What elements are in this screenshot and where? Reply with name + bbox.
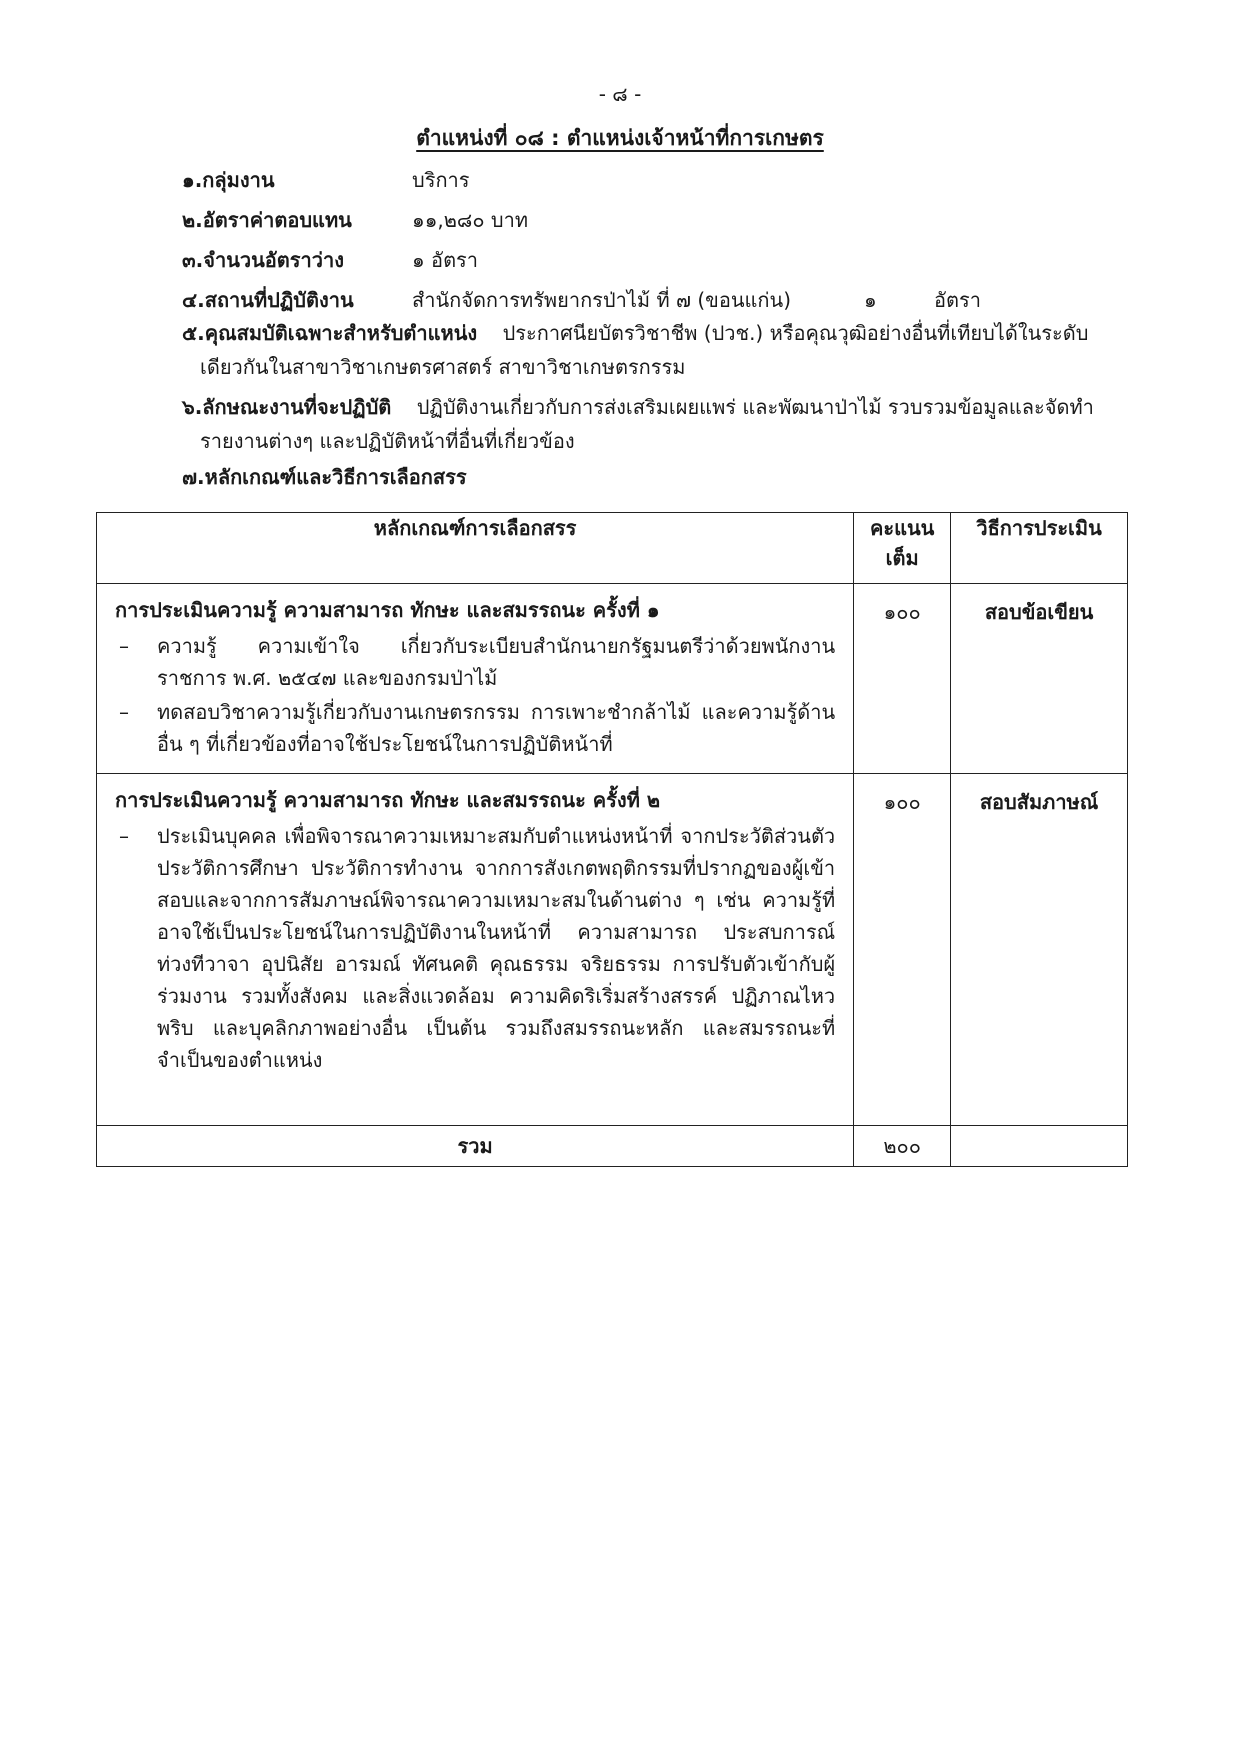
- workplace-label: ๔.สถานที่ปฏิบัติงาน: [182, 288, 354, 312]
- list-item: – ทดสอบวิชาความรู้เกี่ยวกับงานเกษตรกรรม การเพาะชำกล้าไม้ และความรู้ด้านอื่น ๆ ที่เกี่ยวข้องที่อาจใช้ประโยชน์ในการปฏิบัติหน้าที่: [157, 696, 835, 760]
- group-value: บริการ: [412, 168, 470, 192]
- total-method-empty: [951, 1126, 1128, 1167]
- pay-value: ๑๑,๒๘๐ บาท: [412, 208, 529, 232]
- duties-text-line2: รายงานต่างๆ และปฏิบัติหน้าที่อื่นที่เกี่ยวข้อง: [200, 429, 575, 453]
- workplace-unit: อัตรา: [934, 288, 981, 312]
- criteria-cell: [97, 774, 854, 1126]
- criteria-cell: [97, 584, 854, 774]
- qualification-text-line2: เดียวกันในสาขาวิชาเกษตรศาสตร์ สาขาวิชาเกษตรกรรม: [200, 355, 686, 379]
- vacancy-label: ๓.จำนวนอัตราว่าง: [182, 248, 344, 272]
- round-1-items: [97, 630, 853, 772]
- pay-label: ๒.อัตราค่าตอบแทน: [182, 208, 352, 232]
- qualification-text-line1: ประกาศนียบัตรวิชาชีพ (ปวช.) หรือคุณวุฒิอย่างอื่นที่เทียบได้ในระดับ: [502, 321, 1089, 345]
- round-2-items: [97, 820, 853, 1088]
- table-header-row: [97, 513, 1128, 584]
- total-row: [97, 1126, 1128, 1167]
- criteria-table: [96, 512, 1128, 1167]
- workplace-value: สำนักจัดการทรัพยากรป่าไม้ ที่ ๗ (ขอนแก่น): [412, 288, 792, 312]
- header-score-line2: เต็ม: [885, 546, 919, 570]
- workplace-count: ๑: [864, 288, 877, 312]
- round-2-title: การประเมินความรู้ ความสามารถ ทักษะ และสมรรถนะ ครั้งที่ ๒: [115, 788, 661, 812]
- qualification-paragraph: [182, 316, 1142, 384]
- duties-label: ๖.ลักษณะงานที่จะปฏิบัติ: [182, 395, 392, 419]
- header-score-line1: คะแนน: [869, 516, 935, 540]
- header-score: [854, 513, 951, 584]
- duties-text-line1: ปฏิบัติงานเกี่ยวกับการส่งเสริมเผยแพร่ และพัฒนาป่าไม้ รวบรวมข้อมูลและจัดทำ: [416, 395, 1094, 419]
- round-2-score: ๑๐๐: [854, 774, 951, 1126]
- header-method: วิธีการประเมิน: [951, 513, 1128, 584]
- header-criteria: หลักเกณฑ์การเลือกสรร: [97, 513, 854, 584]
- selection-heading: ๗.หลักเกณฑ์และวิธีการเลือกสรร: [182, 465, 467, 489]
- table-row: [97, 584, 1128, 774]
- total-score: ๒๐๐: [854, 1126, 951, 1167]
- table-row: [97, 774, 1128, 1126]
- duties-paragraph: [182, 390, 1142, 458]
- round-1-method: สอบข้อเขียน: [951, 584, 1128, 774]
- round-2-method: สอบสัมภาษณ์: [951, 774, 1128, 1126]
- round-1-title: การประเมินความรู้ ความสามารถ ทักษะ และสมรรถนะ ครั้งที่ ๑: [115, 598, 660, 622]
- page-title: ตำแหน่งที่ ๐๘ : ตำแหน่งเจ้าหน้าที่การเกษตร: [416, 126, 824, 150]
- vacancy-value: ๑ อัตรา: [412, 248, 479, 272]
- group-label: ๑.กลุ่มงาน: [182, 168, 275, 192]
- total-label: รวม: [97, 1126, 854, 1167]
- list-item: – ประเมินบุคคล เพื่อพิจารณาความเหมาะสมกับตำแหน่งหน้าที่ จากประวัติส่วนตัว ประวัติการศึกษา ประวัติการทำงาน จากการสังเกตพฤติกรรมที่ปรากฏของผู้เข้าสอบและจากการสัมภาษณ์พิจารณาความเหมาะสมในด้านต่าง ๆ เช่น ความรู้ที่อาจใช้เป็นประโยชน์ในการปฏิบัติงานในหน้าที่ ความสามารถ ประสบการณ์ ท่วงทีวาจา อุปนิสัย อารมณ์ ทัศนคติ คุณธรรม จริยธรรม การปรับตัวเข้ากับผู้ร่วมงาน รวมทั้งสังคม และสิ่งแวดล้อม ความคิดริเริ่มสร้างสรรค์ ปฏิภาณไหวพริบ และบุคลิกภาพอย่างอื่น เป็นต้น รวมถึงสมรรถนะหลัก และสมรรถนะที่จำเป็นของตำแหน่ง: [157, 820, 835, 1076]
- list-item: – ความรู้ ความเข้าใจ เกี่ยวกับระเบียบสำนักนายกรัฐมนตรีว่าด้วยพนักงานราชการ พ.ศ. ๒๕๔๗ และของกรมป่าไม้: [157, 630, 835, 694]
- page-number: - ๘ -: [598, 82, 642, 106]
- round-1-score: ๑๐๐: [854, 584, 951, 774]
- qualification-label: ๕.คุณสมบัติเฉพาะสำหรับตำแหน่ง: [182, 321, 478, 345]
